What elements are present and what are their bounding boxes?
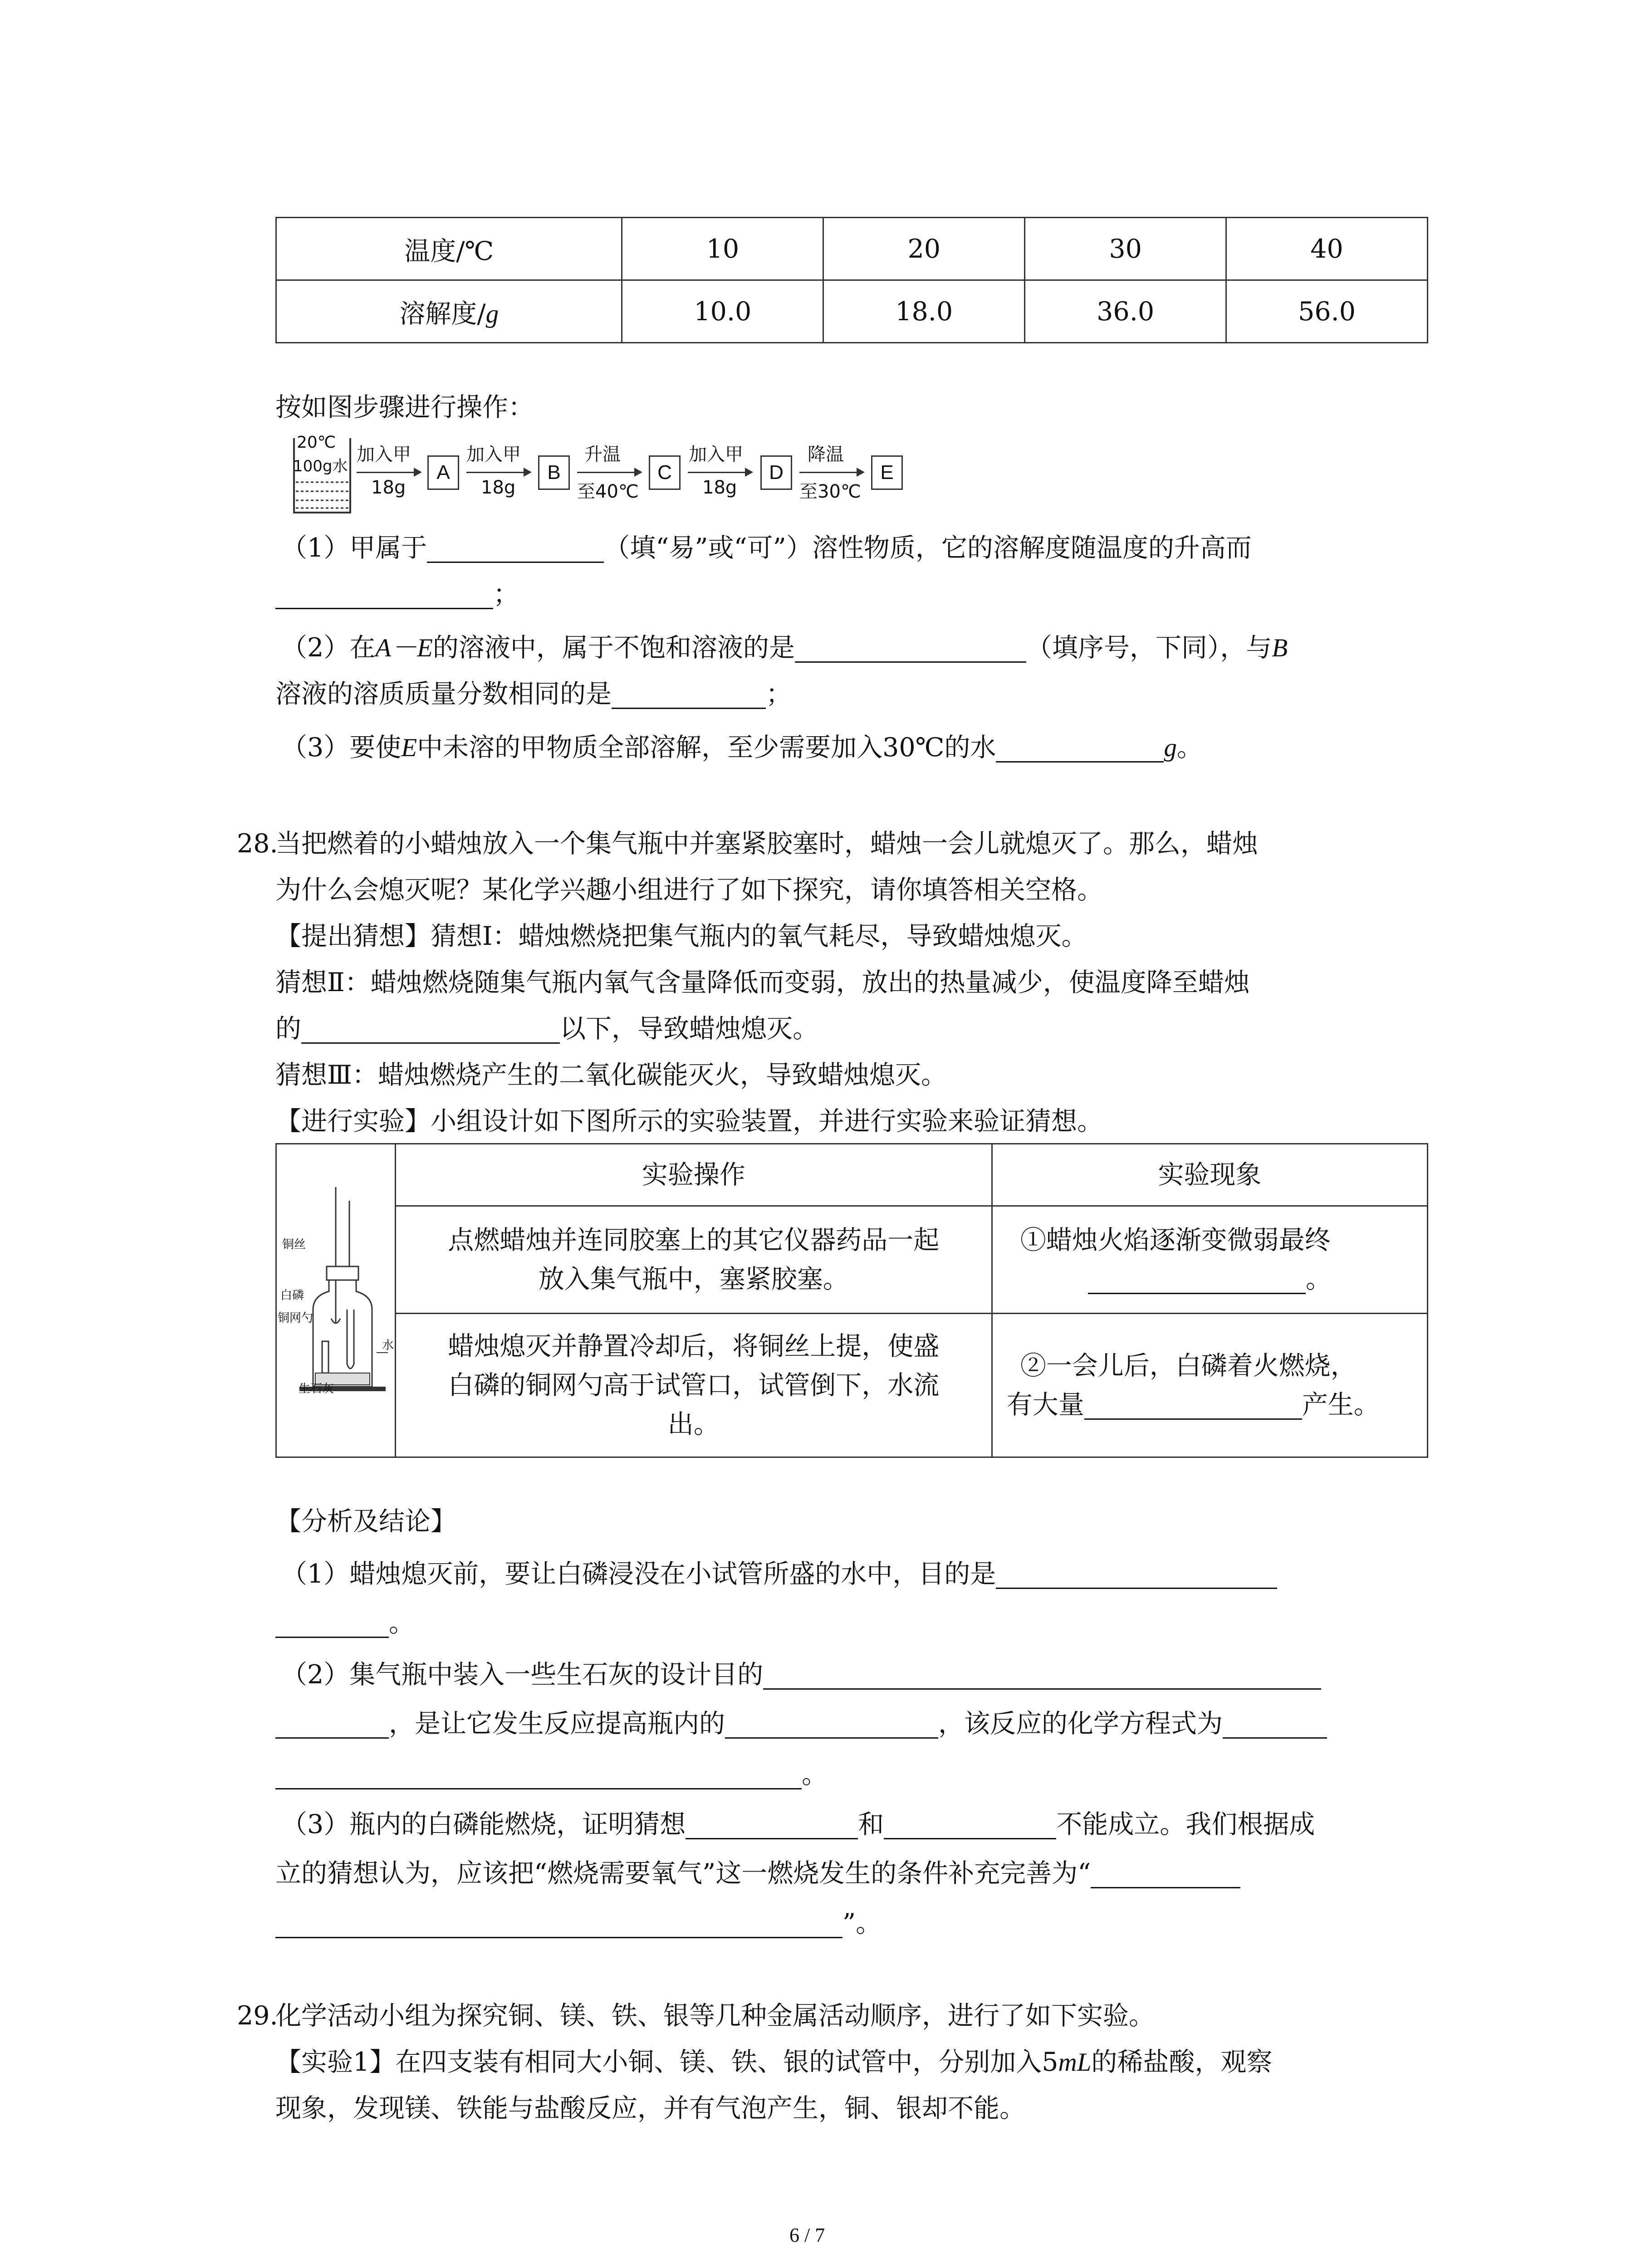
flow-mass-label: 18g [371, 477, 406, 498]
table-cell: 56.0 [1226, 280, 1428, 343]
q28-guess2-cont: 的 以下，导致蜡烛熄灭。 [275, 1014, 818, 1044]
answer-blank[interactable] [1084, 1391, 1302, 1420]
page-number: 6 / 7 [789, 2224, 825, 2246]
flow-heat-target: 至40℃ [577, 481, 639, 502]
table-cell: ②一会儿后，白磷着火燃烧， 有大量 产生。 [992, 1314, 1427, 1457]
flow-arrow [799, 472, 863, 473]
answer-blank[interactable] [301, 1015, 560, 1044]
table-row [276, 1144, 1428, 1206]
q28-experiment-intro: 【进行实验】小组设计如下图所示的实验装置，并进行实验来验证猜想。 [275, 1106, 1103, 1136]
apparatus-cell [276, 1144, 396, 1457]
apparatus-label: 水 [382, 1339, 394, 1352]
flow-heat-label: 升温 [584, 444, 621, 465]
answer-blank[interactable] [795, 634, 1026, 663]
q29-exp1: 【实验1】在四支装有相同大小铜、镁、铁、银的试管中，分别加入5mL的稀盐酸，观察 [275, 2047, 1273, 2077]
flow-box-e: E [871, 455, 903, 490]
table-row [276, 280, 1428, 343]
analysis-part1-cont: 。 [275, 1605, 415, 1641]
beaker-water-label: 100g水 [293, 457, 348, 475]
answer-blank[interactable] [686, 1811, 858, 1839]
flow-add-label: 加入甲 [357, 444, 411, 465]
flow-arrow [688, 472, 751, 473]
steps-intro: 按如图步骤进行操作： [275, 392, 534, 422]
flow-mass-label: 18g [702, 477, 737, 498]
table-header-cell: 40 [1226, 218, 1428, 280]
q27-part3: （3）要使E中未溶的甲物质全部溶解，至少需要加入30℃的水 g。 [281, 733, 1203, 763]
table-header-cell: 30 [1025, 218, 1226, 280]
q28-intro: 为什么会熄灭呢？某化学兴趣小组进行了如下探究，请你填答相关空格。 [275, 875, 1103, 905]
q29-number: 29. [237, 2001, 278, 2031]
flow-cool-label: 降温 [808, 444, 844, 465]
q28-guess1: 【提出猜想】猜想Ⅰ：蜡烛燃烧把集气瓶内的氧气耗尽，导致蜡烛熄灭。 [275, 921, 1087, 951]
analysis-part2-cont: ，是让它发生反应提高瓶内的 ，该反应的化学方程式为 [275, 1706, 1327, 1742]
solubility-table [275, 217, 1428, 343]
answer-blank[interactable] [763, 1661, 1321, 1690]
table-header-cell: 实验现象 [992, 1144, 1427, 1206]
table-cell: 10.0 [622, 280, 823, 343]
analysis-title: 【分析及结论】 [275, 1506, 456, 1536]
flow-arrow [466, 472, 530, 473]
flow-add-label: 加入甲 [466, 444, 521, 465]
table-cell: 蜡烛熄灭并静置冷却后，将铜丝上提，使盛 白磷的铜网勺高于试管口，试管倒下，水流 出。 [395, 1314, 992, 1457]
answer-blank[interactable] [275, 1761, 802, 1789]
analysis-part3-cont: 立的猜想认为，应该把“燃烧需要氧气”这一燃烧发生的条件补充完善为“ [275, 1855, 1240, 1892]
table-header-cell: 温度/℃ [276, 218, 622, 280]
flow-arrow [577, 472, 641, 473]
answer-blank[interactable] [427, 534, 604, 563]
flow-mass-label: 18g [481, 477, 516, 498]
table-row [276, 218, 1428, 280]
q27-part1: （1）甲属于 （填“易”或“可”）溶性物质，它的溶解度随温度的升高而 [281, 533, 1252, 563]
analysis-part3-cont: ”。 [275, 1905, 882, 1941]
table-cell: ①蜡烛火焰逐渐变微弱最终 。 [992, 1206, 1427, 1314]
table-header-cell: 实验操作 [395, 1144, 992, 1206]
analysis-part3: （3）瓶内的白磷能燃烧，证明猜想 和 不能成立。我们根据成 [281, 1809, 1315, 1839]
q28-intro: 当把燃着的小蜡烛放入一个集气瓶中并塞紧胶塞时，蜡烛一会儿就熄灭了。那么，蜡烛 [275, 829, 1258, 859]
table-row [276, 1206, 1428, 1314]
answer-blank[interactable] [275, 1710, 389, 1739]
answer-blank[interactable] [1091, 1860, 1240, 1888]
table-cell: 36.0 [1025, 280, 1226, 343]
beaker-temp-label: 20℃ [297, 433, 336, 452]
flow-arrow [357, 472, 420, 473]
q27-part1-cont: ； [275, 576, 519, 612]
apparatus-label: 铜网勺 [278, 1311, 314, 1325]
q27-part2: （2）在A－E的溶液中，属于不饱和溶液的是 （填序号，下同），与B [281, 633, 1288, 663]
q29-intro: 化学活动小组为探究铜、镁、铁、银等几种金属活动顺序，进行了如下实验。 [275, 2001, 1155, 2031]
q28-guess3: 猜想Ⅲ：蜡烛燃烧产生的二氧化碳能灭火，导致蜡烛熄灭。 [275, 1060, 947, 1090]
q28-number: 28. [237, 829, 278, 859]
table-row [276, 1314, 1428, 1457]
flow-add-label: 加入甲 [689, 444, 743, 465]
table-header-cell: 20 [823, 218, 1025, 280]
analysis-part1: （1）蜡烛熄灭前，要让白磷浸没在小试管所盛的水中，目的是 [281, 1556, 1277, 1592]
flow-box-b: B [538, 455, 570, 490]
answer-blank[interactable] [275, 1910, 843, 1938]
answer-blank[interactable] [275, 581, 493, 609]
answer-blank[interactable] [1088, 1266, 1306, 1294]
flow-box-a: A [427, 455, 459, 490]
answer-blank[interactable] [725, 1710, 938, 1739]
apparatus-label: 铜丝 [282, 1238, 306, 1251]
flow-cool-target: 至30℃ [799, 481, 861, 502]
flow-box-d: D [760, 455, 792, 490]
table-header-cell: 10 [622, 218, 823, 280]
answer-blank[interactable] [996, 734, 1164, 763]
table-cell: 点燃蜡烛并连同胶塞上的其它仪器药品一起 放入集气瓶中，塞紧胶塞。 [395, 1206, 992, 1314]
table-row-label: 溶解度/g [276, 280, 622, 343]
answer-blank[interactable] [1223, 1710, 1327, 1739]
answer-blank[interactable] [275, 1609, 389, 1638]
analysis-part2: （2）集气瓶中装入一些生石灰的设计目的 [281, 1657, 1321, 1693]
flow-box-c: C [649, 455, 681, 490]
q27-part2-cont: 溶液的溶质质量分数相同的是 ； [275, 679, 792, 709]
answer-blank[interactable] [612, 680, 766, 709]
answer-blank[interactable] [996, 1560, 1277, 1589]
apparatus-label: 白磷 [280, 1289, 304, 1302]
analysis-part2-cont: 。 [275, 1756, 828, 1793]
apparatus-label: 生石灰 [299, 1382, 334, 1396]
experiment-table [275, 1143, 1428, 1458]
q28-guess2: 猜想Ⅱ：蜡烛燃烧随集气瓶内氧气含量降低而变弱，放出的热量减少，使温度降至蜡烛 [275, 968, 1250, 997]
table-cell: 18.0 [823, 280, 1025, 343]
answer-blank[interactable] [884, 1811, 1056, 1839]
q29-exp1-cont: 现象，发现镁、铁能与盐酸反应，并有气泡产生，铜、银却不能。 [275, 2093, 1025, 2123]
